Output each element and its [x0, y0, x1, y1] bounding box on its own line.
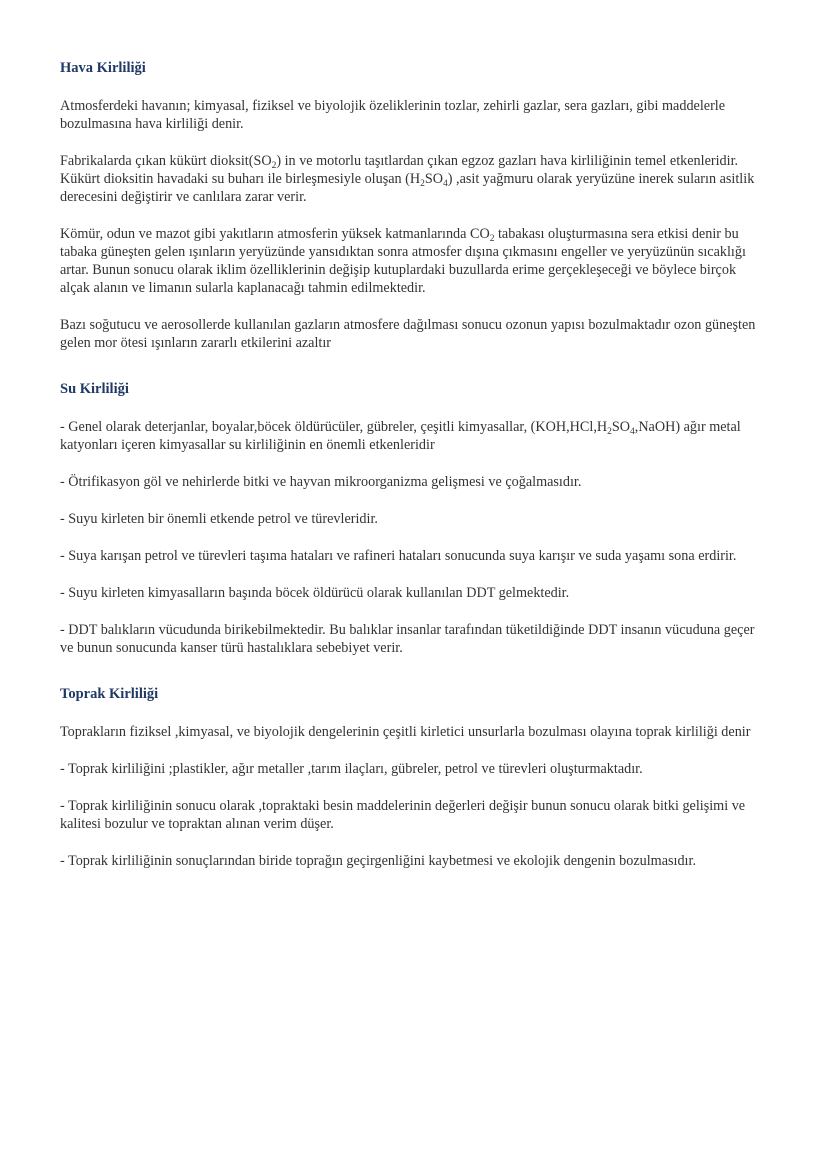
paragraph: - Suya karışan petrol ve türevleri taşıma hataları ve rafineri hataları sonucunda suya karışır ve suda yaşamı sona erdirir. [60, 548, 737, 564]
paragraph: - DDT balıkların vücudunda birikebilmektedir. Bu balıklar insanlar tarafından tüketildiğinde DDT insanın vücuduna geçer ve bunun sonucunda kanser türü hastalıklara sebebiyet verir. [60, 622, 755, 656]
paragraph: - Toprak kirliliğini ;plastikler, ağır metaller ,tarım ilaçları, gübreler, petrol ve türevleri oluşturmaktadır. [60, 761, 643, 777]
paragraph: Toprakların fiziksel ,kimyasal, ve biyolojik dengelerinin çeşitli kirletici unsurlarla bozulması olayına toprak kirliliği denir [60, 724, 751, 740]
section-su-kirliligi [60, 379, 760, 657]
section-hava-kirliligi [60, 58, 760, 352]
paragraph: Fabrikalarda çıkan kükürt $dioksit(SO_2)$ in ve motorlu taşıtlardan çıkan egzoz gazları hava kirliliğinin temel etkenleridir. Kükürt dioksitin havadaki su buharı ile birleşmesiyle oluşan $(H_2SO_4)$ ,asit yağmuru olarak yeryüzüne inerek suların asitlik derecesini değiştirir ve canlılara zarar verir. [60, 153, 755, 205]
paragraph: Atmosferdeki havanın; kimyasal, fiziksel ve biyolojik özeliklerinin tozlar, zehirli gazlar, sera gazları, gibi maddelerle bozulmasına hava kirliliği denir. [60, 98, 726, 132]
paragraph: - Suyu kirleten kimyasalların başında böcek öldürücü olarak kullanılan DDT gelmektedir. [60, 585, 570, 601]
paragraph: - Ötrifikasyon göl ve nehirlerde bitki ve hayvan mikroorganizma gelişmesi ve çoğalmasıdır. [60, 474, 582, 490]
paragraph: Bazı soğutucu ve aerosollerde kullanılan gazların atmosfere dağılması sonucu ozonun yapısı bozulmaktadır ozon güneşten gelen mor ötesi ışınların zararlı etkilerini azaltır [60, 317, 756, 351]
paragraph: - Toprak kirliliğinin sonucu olarak ,topraktaki besin maddelerinin değerleri değişir bunun sonucu olarak bitki gelişimi ve kalitesi bozulur ve topraktan alınan verim düşer. [60, 798, 746, 832]
paragraph: - Toprak kirliliğinin sonuçlarından biride toprağın geçirgenliğini kaybetmesi ve ekolojik dengenin bozulmasıdır. [60, 853, 696, 869]
paragraph: - Suyu kirleten bir önemli etkende petrol ve türevleridir. [60, 511, 378, 527]
section-heading: Toprak Kirliliği [60, 686, 159, 702]
document-page [60, 58, 760, 870]
section-toprak-kirliligi [60, 684, 760, 870]
section-heading: Su Kirliliği [60, 381, 129, 397]
paragraph: Kömür, odun ve mazot gibi yakıtların atmosferin yüksek katmanlarında $CO_2$ tabakası oluşturmasına sera etkisi denir bu tabaka güneşten gelen ışınların yeryüzünde yansıdıktan sonra atmosfer dışına çıkmasını engeller ve yeryüzünün sıcaklığı artar. Bunun sonucu olarak iklim özelliklerinin değişip kutuplardaki buzullarda erime gerçekleşeceği ve böylece birçok alçak alanın ve limanın sularla kaplanacağı tahmin edilmektedir. [60, 226, 746, 296]
paragraph: - Genel olarak deterjanlar, boyalar,böcek öldürücüler, gübreler, çeşitli kimyasallar, $(KOH,HCl,H_2SO_4,NaOH)$ ağır metal katyonları içeren kimyasallar su kirliliğinin en önemli etkenleridir [60, 419, 741, 453]
section-heading: Hava Kirliliği [60, 60, 146, 76]
